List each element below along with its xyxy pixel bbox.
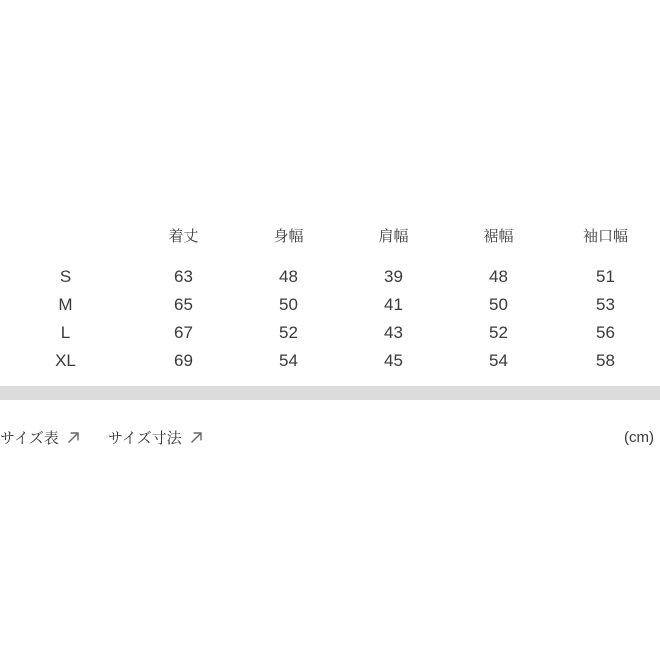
unit-label: (cm) [624,429,654,446]
cell-value: 45 [384,351,403,370]
col-header-hem-width: 裾幅 [483,227,514,245]
size-label: L [60,323,71,342]
cell-value: 41 [384,295,403,314]
size-dimensions-link-label: サイズ寸法 [107,430,182,447]
cell-value: 48 [279,267,298,286]
col-header-shoulder-width: 肩幅 [378,227,409,245]
cell-value: 50 [279,295,298,314]
cell-value: 63 [174,267,193,286]
col-header-cuff-width: 袖口幅 [582,227,628,245]
horizontal-scrollbar-track[interactable] [0,386,660,400]
cell-value: 52 [489,323,508,342]
cell-value: 67 [174,323,193,342]
size-column-corner [0,221,131,263]
cell-value: 65 [174,295,193,314]
cell-value: 69 [174,351,193,370]
size-label: M [58,295,73,314]
cell-value: 56 [596,323,615,342]
arrow-up-right-icon [66,430,81,445]
size-dimensions-link[interactable] [108,427,204,448]
cell-value: 54 [489,351,508,370]
cell-value: 54 [279,351,298,370]
size-table-header-row [0,221,660,263]
cell-value: 58 [596,351,615,370]
cell-value: 53 [596,295,615,314]
cell-value: 43 [384,323,403,342]
size-chart-link-label: サイズ表 [0,430,59,447]
table-row-s [0,263,660,291]
size-label: XL [55,351,76,370]
cell-value: 48 [489,267,508,286]
cell-value: 39 [384,267,403,286]
table-row-l [0,319,660,347]
size-label: S [59,267,72,286]
arrow-up-right-icon [189,430,204,445]
cell-value: 52 [279,323,298,342]
col-header-length: 着丈 [168,227,199,245]
col-header-body-width: 身幅 [273,227,304,245]
cell-value: 50 [489,295,508,314]
size-chart-link[interactable] [0,427,81,448]
cell-value: 51 [596,267,615,286]
table-row-m [0,291,660,319]
footer-row [0,427,660,448]
table-row-xl [0,347,660,375]
size-table [0,221,660,375]
